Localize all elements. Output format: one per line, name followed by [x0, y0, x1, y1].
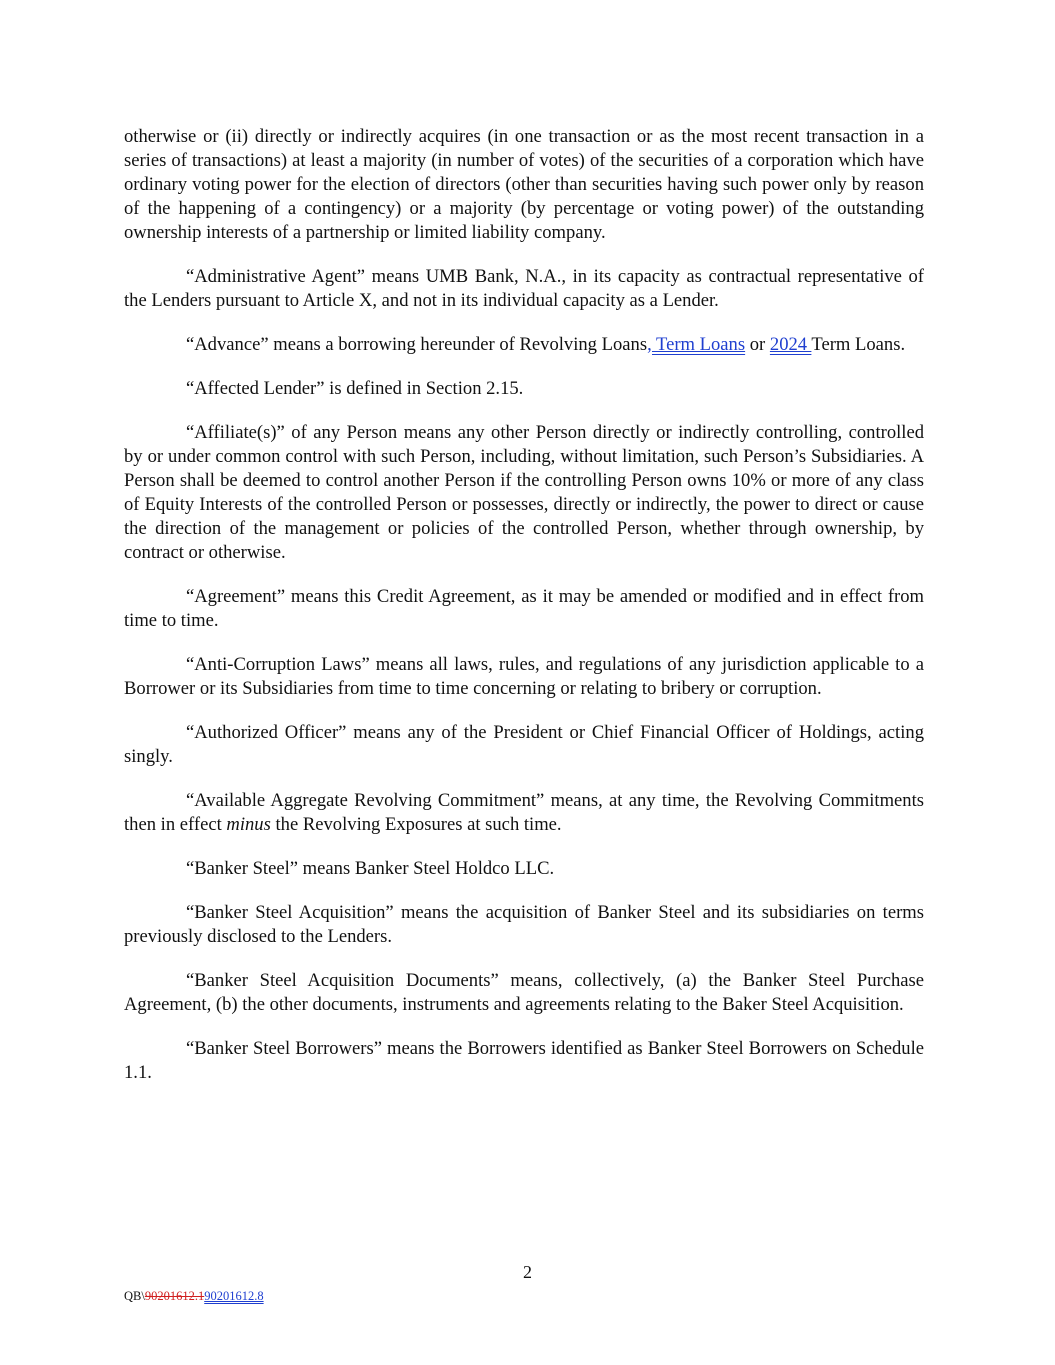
- inserted-2024: 2024: [769, 334, 812, 355]
- advance-or: or: [745, 334, 770, 355]
- definition-agreement: “Agreement” means this Credit Agreement, as it may be amended or modified and in effect from time to time.: [124, 586, 924, 631]
- paragraph-continuation: otherwise or (ii) directly or indirectly acquires (in one transaction or as the most recent transaction in a series of transactions) at least a majority (in number of votes) of the securities of a corporation which have ordinary voting power for the election of directors (other than securities having such power only by reason of the happening of a contingency) or a majority (by percentage or voting power) of the outstanding ownership interests of a partnership or limited liability company.: [124, 126, 924, 243]
- definition-affected-lender: “Affected Lender” is defined in Section 2.15.: [186, 378, 524, 399]
- definition-banker-steel-borrowers: “Banker Steel Borrowers” means the Borrowers identified as Banker Steel Borrowers on Schedule 1.1.: [124, 1038, 924, 1083]
- aarc-minus: minus: [226, 814, 271, 835]
- definition-banker-steel-acquisition-documents: “Banker Steel Acquisition Documents” means, collectively, (a) the Banker Steel Purchase Agreement, (b) the other documents, instruments and agreements relating to the Baker Steel Acquisition.: [124, 970, 924, 1015]
- document-id-prefix: QB\: [124, 1289, 145, 1303]
- definition-affiliates: “Affiliate(s)” of any Person means any other Person directly or indirectly controlling, controlled by or under common control with such Person, including, without limitation, such Person’s Subsidiaries. A Person shall be deemed to control another Person if the controlling Person owns 10% or more of any class of Equity Interests of the controlled Person or possesses, directly or indirectly, the power to direct or cause the direction of the management or policies of the controlled Person, whether through ownership, by contract or otherwise.: [124, 422, 924, 563]
- document-body: [124, 125, 924, 1105]
- aarc-text: “Available Aggregate Revolving Commitment” means, at any time, the Revolving Commitments then in effect: [124, 790, 924, 835]
- aarc-text-end: the Revolving Exposures at such time.: [270, 814, 562, 835]
- advance-term-loans: Term Loans.: [811, 334, 906, 355]
- definition-administrative-agent: “Administrative Agent” means UMB Bank, N.A., in its capacity as contractual representative of the Lenders pursuant to Article X, and not in its individual capacity as a Lender.: [124, 266, 924, 311]
- definition-available-aggregate-revolving-commitment: [124, 789, 924, 837]
- definition-banker-steel-acquisition: “Banker Steel Acquisition” means the acquisition of Banker Steel and its subsidiaries on terms previously disclosed to the Lenders.: [124, 902, 924, 947]
- definition-advance: [124, 333, 924, 357]
- advance-text: “Advance” means a borrowing hereunder of Revolving Loans: [186, 334, 648, 355]
- definition-anti-corruption-laws: “Anti-Corruption Laws” means all laws, rules, and regulations of any jurisdiction applicable to a Borrower or its Subsidiaries from time to time concerning or relating to bribery or corruption.: [124, 654, 924, 699]
- definition-banker-steel: “Banker Steel” means Banker Steel Holdco LLC.: [186, 858, 555, 879]
- page-number: 2: [523, 1262, 532, 1282]
- inserted-document-id: 90201612.8: [204, 1289, 264, 1303]
- inserted-term-loans: , Term Loans: [647, 334, 746, 355]
- definition-authorized-officer: “Authorized Officer” means any of the President or Chief Financial Officer of Holdings, acting singly.: [124, 722, 924, 767]
- document-id: [124, 1289, 264, 1304]
- deleted-document-id: 90201612.1: [144, 1289, 205, 1303]
